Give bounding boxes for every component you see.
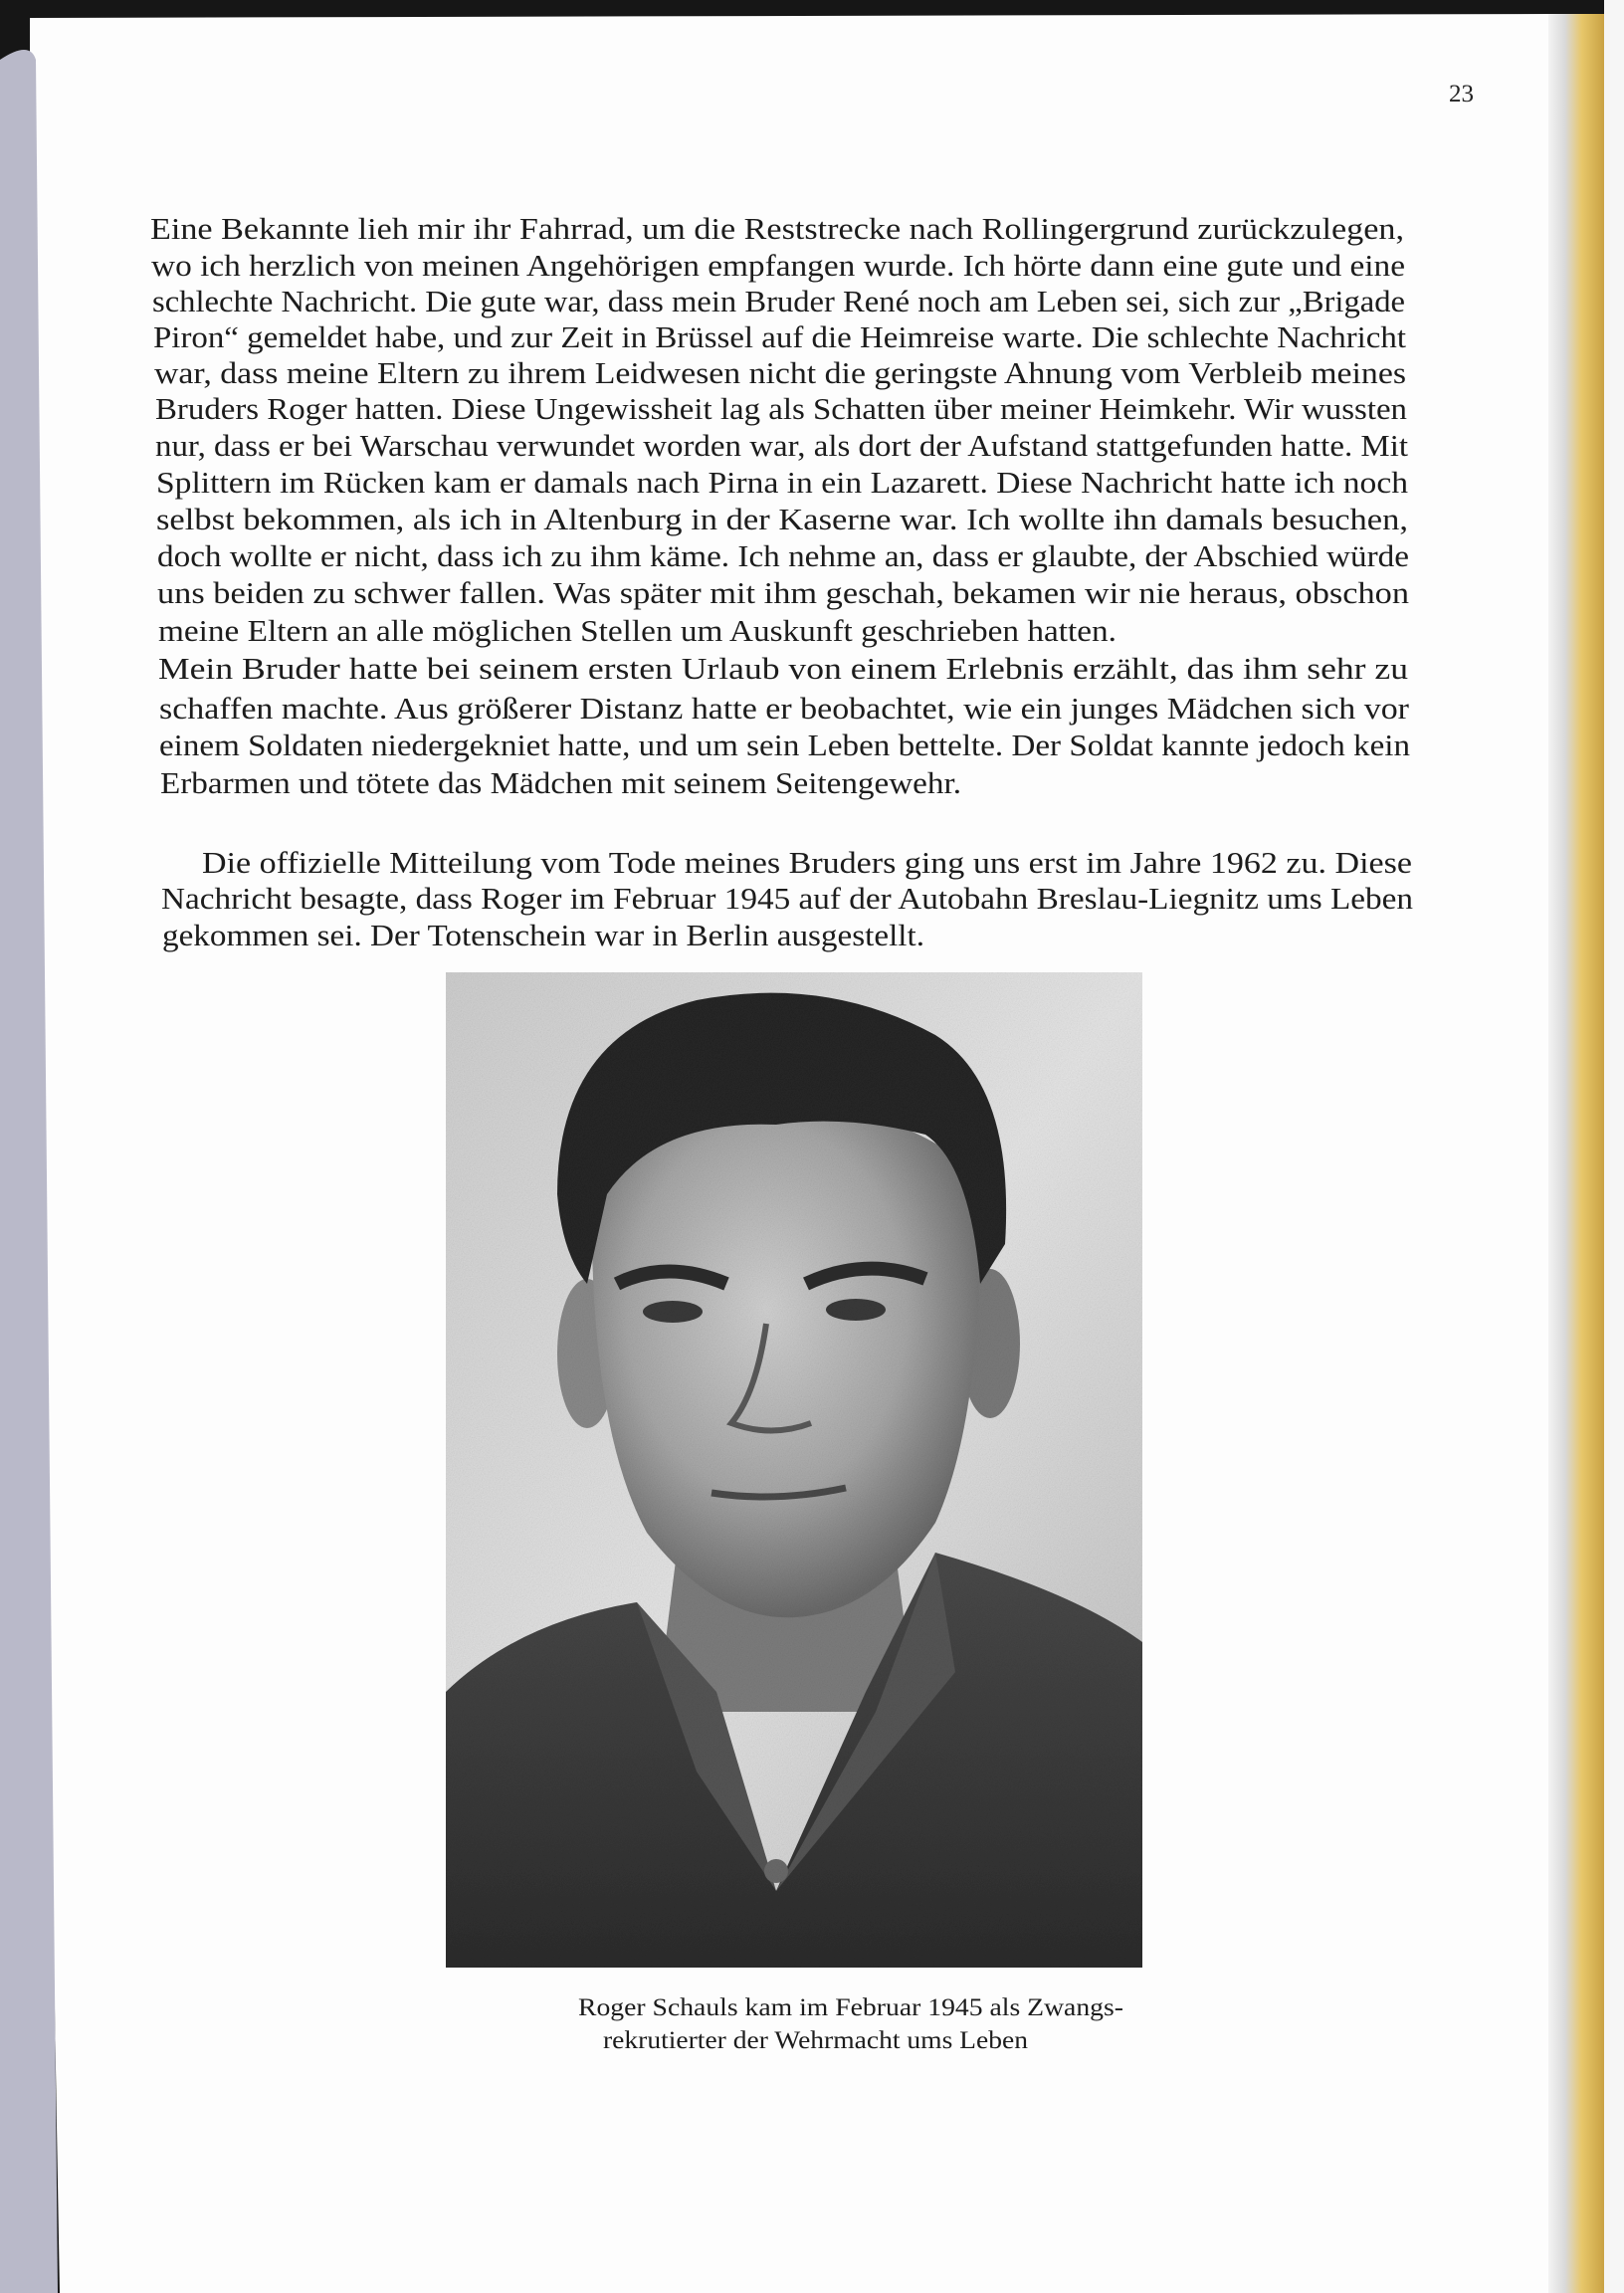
text-line: gekommen sei. Der Totenschein war in Berlin ausgestellt. (162, 918, 924, 952)
text-line: Erbarmen und tötete das Mädchen mit seinem Seitengewehr. (160, 765, 961, 800)
text-line: meine Eltern an alle möglichen Stellen um Auskunft geschrieben hatten. (158, 613, 1116, 648)
text-line: uns beiden zu schwer fallen. Was später mit ihm geschah, bekamen wir nie heraus, obschon (157, 575, 1410, 610)
right-page-edges (1548, 14, 1604, 2293)
text-line: Mein Bruder hatte bei seinem ersten Urlaub von einem Erlebnis erzählt, das ihm sehr zu (158, 651, 1408, 686)
caption-line: rekrutierter der Wehrmacht ums Leben (603, 2027, 1029, 2054)
text-line: war, dass meine Eltern zu ihrem Leidwesen nicht die geringste Ahnung vom Verbleib meines (154, 355, 1406, 390)
paragraph-1 (150, 211, 1410, 648)
text-line: Piron“ gemeldet habe, und zur Zeit in Brüssel auf die Heimreise warte. Die schlechte Nachricht (153, 319, 1407, 354)
text-line: Die offizielle Mitteilung vom Tode meines Bruders ging uns erst im Jahre 1962 zu. Diese (202, 845, 1412, 880)
text-line: wo ich herzlich von meinen Angehörigen empfangen wurde. Ich hörte dann eine gute und eine (151, 248, 1405, 283)
text-line: doch wollte er nicht, dass ich zu ihm käme. Ich nehme an, dass er glaubte, der Abschied würde (157, 538, 1409, 573)
scan-margin (1604, 0, 1624, 2293)
text-line: Eine Bekannte lieh mir ihr Fahrrad, um die Reststrecke nach Rollingergrund zurückzulegen, (150, 211, 1404, 246)
text-line: Nachricht besagte, dass Roger im Februar 1945 auf der Autobahn Breslau-Liegnitz ums Leben (161, 881, 1414, 916)
text-line: schlechte Nachricht. Die gute war, dass mein Bruder René noch am Leben sei, sich zur „Brigade (152, 284, 1405, 318)
text-line: Splittern im Rücken kam er damals nach Pirna in ein Lazarett. Diese Nachricht hatte ich noch (156, 465, 1409, 500)
portrait-photo (446, 972, 1142, 1968)
caption-line: Roger Schauls kam im Februar 1945 als Zwangs- (578, 1994, 1123, 2021)
text-line: schaffen machte. Aus größerer Distanz hatte er beobachtet, wie ein junges Mädchen sich vor (159, 691, 1410, 726)
page-number: 23 (1449, 81, 1474, 107)
text-line: einem Soldaten niedergekniet hatte, und um sein Leben bettelte. Der Soldat kannte jedoch kein (159, 728, 1411, 762)
text-line: selbst bekommen, als ich in Altenburg in der Kaserne war. Ich wollte ihn damals besuchen, (156, 502, 1408, 536)
text-line: Bruders Roger hatten. Diese Ungewissheit lag als Schatten über meiner Heimkehr. Wir wussten (155, 391, 1408, 426)
text-line: nur, dass er bei Warschau verwundet worden war, als dort der Aufstand stattgefunden hatte. Mit (155, 428, 1409, 463)
